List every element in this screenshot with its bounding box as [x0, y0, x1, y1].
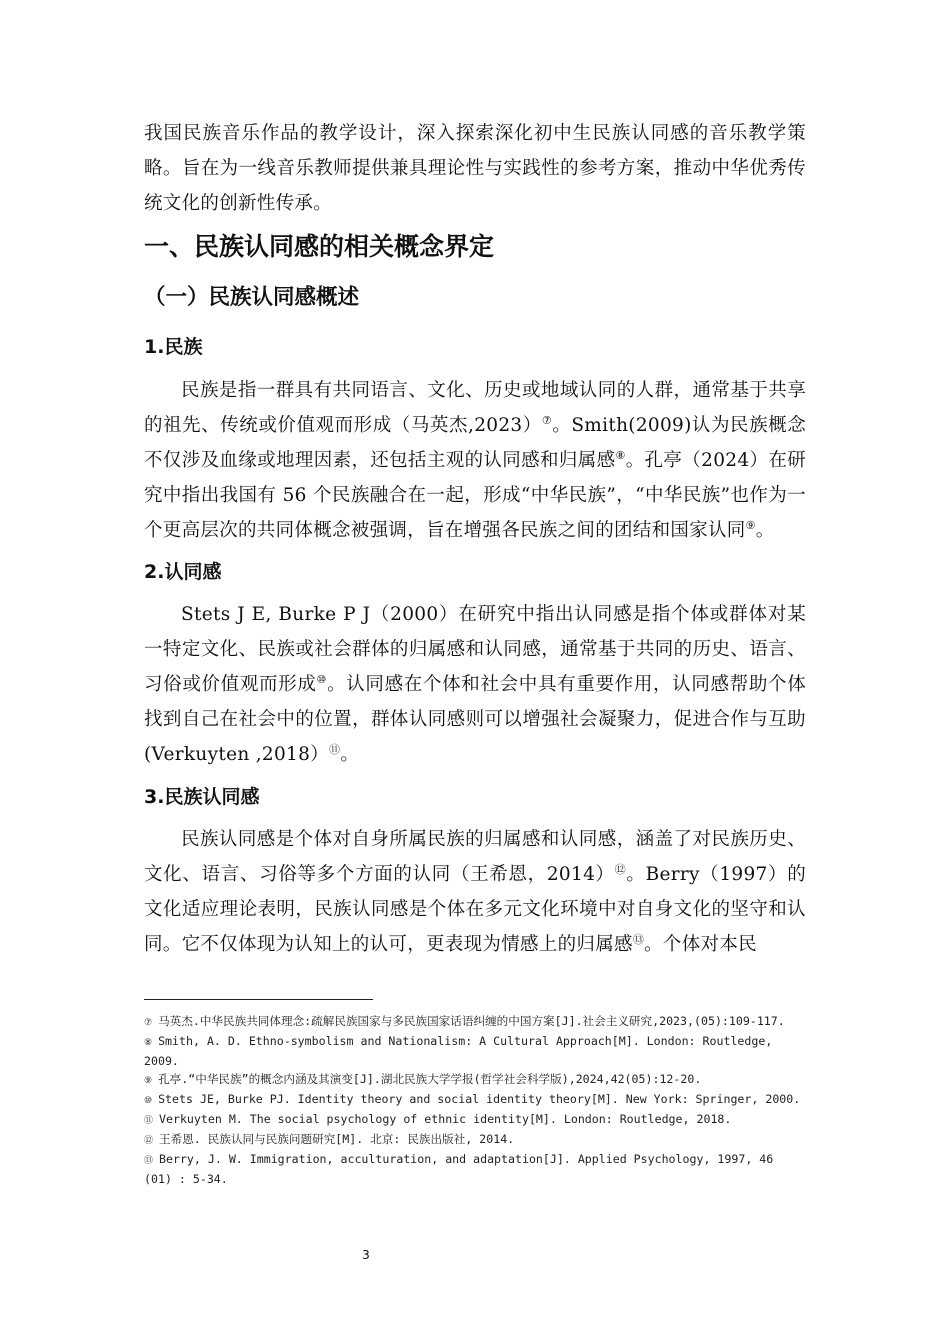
- heading-ethnic-identity: 3.民族认同感: [144, 786, 260, 808]
- subsection-title: （一）民族认同感概述: [144, 285, 360, 310]
- section-title: 一、民族认同感的相关概念界定: [144, 232, 495, 261]
- footnote-12: ⑫ 王希恩. 民族认同与民族问题研究[M]. 北京: 民族出版社, 2014.: [144, 1132, 515, 1146]
- footnote-13: ⑬ Berry, J. W. Immigration, acculturation, and adaptation[J]. Applied Psychology, 1997, 46 (01) : 5-34.: [144, 1152, 774, 1186]
- paragraph-identity: Stets J E, Burke P J（2000）在研究中指出认同感是指个体或群体对某一特定文化、民族或社会群体的归属感和认同感，通常基于共同的历史、语言、习俗或价值观而形成⑩。认同感在个体和社会中具有重要作用，认同感帮助个体找到自己在社会中的位置，群体认同感则可以增强社会凝聚力，促进合作与互助(Verkuyten ,2018）⑪。: [144, 604, 806, 765]
- footnote-11: ⑪ Verkuyten M. The social psychology of ethnic identity[M]. London: Routledge, 2018.: [144, 1112, 732, 1126]
- footnote-separator: [144, 999, 373, 1000]
- paragraph-ethnic-identity: 民族认同感是个体对自身所属民族的归属感和认同感，涵盖了对民族历史、文化、语言、习俗等多个方面的认同（王希恩，2014）⑫。Berry（1997）的文化适应理论表明，民族认同感是个体在多元文化环境中对自身文化的坚守和认同。它不仅体现为认知上的认可，更表现为情感上的归属感⑬。个体对本民: [144, 829, 806, 955]
- footnote-ref-13: ⑬: [632, 932, 645, 946]
- footnote-ref-7: ⑦: [541, 413, 553, 427]
- footnote-7: ⑦ 马英杰.中华民族共同体理念:疏解民族国家与多民族国家话语纠缠的中国方案[J].社会主义研究,2023,(05):109-117.: [144, 1014, 785, 1028]
- footnotes: [144, 1012, 808, 1188]
- footnote-ref-12: ⑫: [614, 862, 627, 876]
- page-number: 3: [362, 1248, 370, 1262]
- footnote-ref-9: ⑨: [745, 518, 756, 532]
- footnote-ref-11: ⑪: [329, 742, 341, 756]
- heading-nation: 1.民族: [144, 336, 203, 358]
- intro-paragraph: 我国民族音乐作品的教学设计，深入探索深化初中生民族认同感的音乐教学策略。旨在为一线音乐教师提供兼具理论性与实践性的参考方案，推动中华优秀传统文化的创新性传承。: [144, 123, 806, 214]
- footnote-9: ⑨ 孔亭.“中华民族”的概念内涵及其演变[J].湖北民族大学学报(哲学社会科学版),2024,42(05):12-20.: [144, 1072, 702, 1086]
- heading-identity: 2.认同感: [144, 561, 222, 583]
- footnote-ref-10: ⑩: [316, 672, 328, 686]
- footnote-8: ⑧ Smith, A. D. Ethno-symbolism and Nationalism: A Cultural Approach[M]. London: Routledge, 2009.: [144, 1034, 773, 1068]
- paragraph-nation: 民族是指一群具有共同语言、文化、历史或地域认同的人群，通常基于共享的祖先、传统或价值观而形成（马英杰,2023）⑦。Smith(2009)认为民族概念不仅涉及血缘或地理因素，还包括主观的认同感和归属感⑧。孔亭（2024）在研究中指出我国有 56 个民族融合在一起，形成“中华民族”，“中华民族”也作为一个更高层次的共同体概念被强调，旨在增强各民族之间的团结和国家认同⑨。: [144, 380, 806, 541]
- footnote-ref-8: ⑧: [615, 448, 626, 462]
- footnote-10: ⑩ Stets JE, Burke PJ. Identity theory and social identity theory[M]. New York: Springer, 2000.: [144, 1092, 801, 1106]
